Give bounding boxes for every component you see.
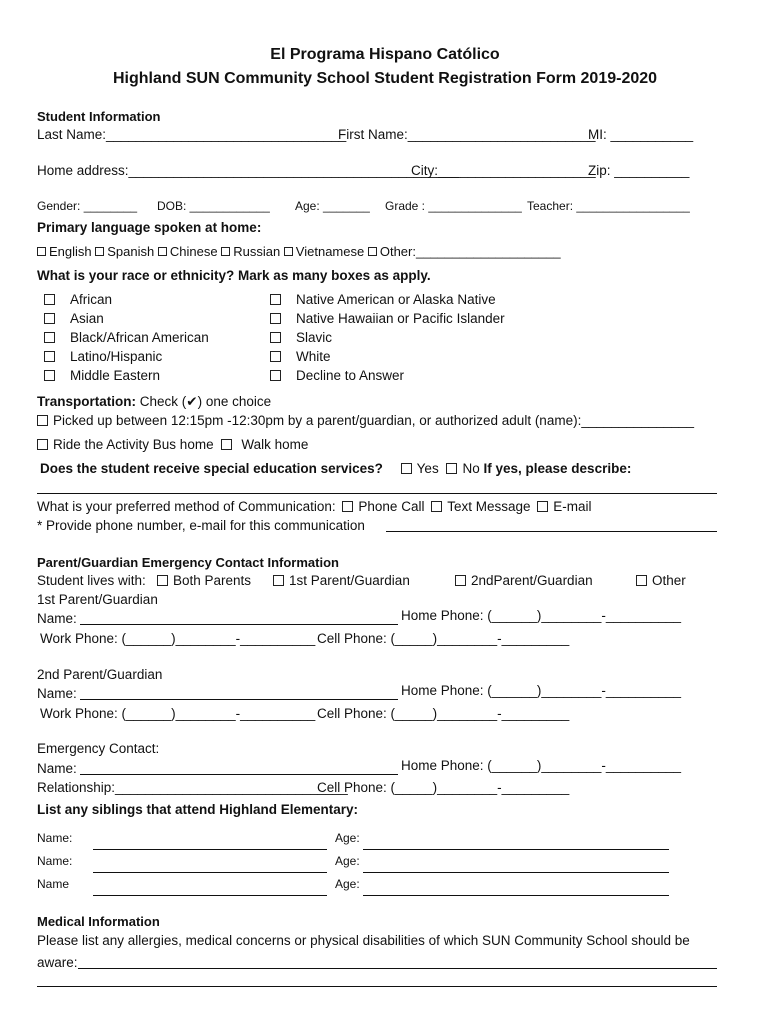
form-title-line2: Highland SUN Community School Student Registration Form 2019-2020 bbox=[112, 70, 658, 87]
emergency-relationship[interactable]: Relationship:_______________________________ bbox=[37, 780, 348, 795]
lives-with-first[interactable]: 1st Parent/Guardian bbox=[273, 573, 410, 588]
race-option-latino[interactable]: Latino/Hispanic bbox=[44, 349, 162, 364]
sibling-name-line[interactable] bbox=[93, 895, 327, 896]
transportation-instruction: Check (✔) one choice bbox=[139, 394, 272, 409]
medical-aware-label: aware: bbox=[37, 955, 78, 970]
checkbox-icon[interactable] bbox=[401, 463, 412, 474]
checkbox-icon[interactable] bbox=[284, 247, 293, 256]
grade-field[interactable]: Grade : ______________ bbox=[385, 199, 522, 213]
sibling-age-label: Age: bbox=[335, 877, 360, 891]
language-option-spanish[interactable]: Spanish bbox=[95, 244, 154, 259]
sibling-name-label: Name: bbox=[37, 831, 73, 845]
race-option-slavic[interactable]: Slavic bbox=[270, 330, 332, 345]
language-option-other[interactable]: Other:____________________ bbox=[368, 244, 561, 259]
sibling-name-line[interactable] bbox=[93, 872, 327, 873]
language-options bbox=[37, 244, 561, 259]
lives-with-both[interactable]: Both Parents bbox=[157, 573, 251, 588]
checkbox-icon[interactable] bbox=[158, 247, 167, 256]
checkbox-icon[interactable] bbox=[44, 313, 55, 324]
checkbox-icon[interactable] bbox=[221, 439, 232, 450]
checkbox-icon[interactable] bbox=[273, 575, 284, 586]
medical-instructions: Please list any allergies, medical concerns or physical disabilities of which SUN Community School should be bbox=[37, 933, 690, 948]
transport-options-row bbox=[37, 437, 308, 452]
race-option-decline[interactable]: Decline to Answer bbox=[270, 368, 404, 383]
second-parent-name-label: Name: bbox=[37, 686, 77, 701]
first-parent-work-phone[interactable]: Work Phone: (______)________-__________ bbox=[40, 631, 316, 646]
checkbox-icon[interactable] bbox=[37, 439, 48, 450]
emergency-contact-label: Emergency Contact: bbox=[37, 741, 160, 756]
first-parent-name-label: Name: bbox=[37, 611, 77, 626]
sibling-age-line[interactable] bbox=[363, 849, 669, 850]
lives-with-label: Student lives with: bbox=[37, 573, 146, 588]
special-ed-yes[interactable]: Yes bbox=[401, 461, 439, 476]
checkbox-icon[interactable] bbox=[44, 294, 55, 305]
checkbox-icon[interactable] bbox=[37, 247, 46, 256]
first-parent-home-phone[interactable]: Home Phone: (______)________-__________ bbox=[401, 608, 681, 623]
second-parent-work-phone[interactable]: Work Phone: (______)________-__________ bbox=[40, 706, 316, 721]
language-option-english[interactable]: English bbox=[37, 244, 92, 259]
sibling-name-line[interactable] bbox=[93, 849, 327, 850]
checkbox-icon[interactable] bbox=[44, 332, 55, 343]
checkbox-icon[interactable] bbox=[221, 247, 230, 256]
second-parent-label: 2nd Parent/Guardian bbox=[37, 667, 163, 682]
race-heading: What is your race or ethnicity? Mark as many boxes as apply. bbox=[37, 268, 431, 283]
special-ed-question: Does the student receive special education services? bbox=[40, 461, 383, 476]
last-name-field[interactable]: Last Name:________________________________ bbox=[37, 127, 347, 142]
dob-field[interactable]: DOB: ____________ bbox=[157, 199, 270, 213]
language-option-vietnamese[interactable]: Vietnamese bbox=[284, 244, 364, 259]
race-option-white[interactable]: White bbox=[270, 349, 331, 364]
checkbox-icon[interactable] bbox=[368, 247, 377, 256]
first-parent-name-line[interactable] bbox=[80, 624, 398, 625]
checkbox-icon[interactable] bbox=[431, 501, 442, 512]
race-option-black[interactable]: Black/African American bbox=[44, 330, 209, 345]
sibling-age-line[interactable] bbox=[363, 895, 669, 896]
student-info-heading: Student Information bbox=[37, 109, 161, 124]
special-ed-describe-line[interactable] bbox=[37, 493, 717, 494]
transport-option-walk[interactable]: Walk home bbox=[221, 437, 308, 452]
language-heading: Primary language spoken at home: bbox=[37, 220, 262, 235]
checkbox-icon[interactable] bbox=[270, 313, 281, 324]
second-parent-cell-phone[interactable]: Cell Phone: (_____)________-_________ bbox=[317, 706, 570, 721]
form-title-line1: El Programa Hispano Católico bbox=[270, 46, 500, 63]
transport-option-pickup[interactable]: Picked up between 12:15pm -12:30pm by a parent/guardian, or authorized adult (name):_______________ bbox=[37, 413, 694, 428]
emergency-name-line[interactable] bbox=[80, 774, 398, 775]
checkbox-icon[interactable] bbox=[455, 575, 466, 586]
checkbox-icon[interactable] bbox=[157, 575, 168, 586]
medical-line-2[interactable] bbox=[37, 986, 717, 987]
sibling-name-label: Name bbox=[37, 877, 70, 891]
teacher-field[interactable]: Teacher: _________________ bbox=[527, 199, 690, 213]
transport-option-bus[interactable]: Ride the Activity Bus home bbox=[37, 437, 214, 452]
checkbox-icon[interactable] bbox=[44, 370, 55, 381]
special-ed-describe-label: If yes, please describe: bbox=[483, 461, 632, 476]
age-field[interactable]: Age: _______ bbox=[295, 199, 370, 213]
emergency-home-phone[interactable]: Home Phone: (______)________-__________ bbox=[401, 758, 681, 773]
transportation-row bbox=[37, 394, 271, 410]
parent-heading: Parent/Guardian Emergency Contact Information bbox=[37, 555, 339, 570]
emergency-name-label: Name: bbox=[37, 761, 77, 776]
first-parent-label: 1st Parent/Guardian bbox=[37, 592, 158, 607]
first-parent-cell-phone[interactable]: Cell Phone: (_____)________-_________ bbox=[317, 631, 570, 646]
lives-with-other[interactable]: Other bbox=[636, 573, 686, 588]
checkbox-icon[interactable] bbox=[537, 501, 548, 512]
medical-heading: Medical Information bbox=[37, 914, 160, 929]
first-name-field[interactable]: First Name:_________________________ bbox=[338, 127, 596, 142]
communication-option-text[interactable]: Text Message bbox=[431, 499, 530, 514]
checkbox-icon[interactable] bbox=[37, 415, 48, 426]
sibling-age-label: Age: bbox=[335, 831, 360, 845]
checkbox-icon[interactable] bbox=[270, 351, 281, 362]
medical-line-1[interactable] bbox=[78, 968, 717, 969]
checkbox-icon[interactable] bbox=[270, 370, 281, 381]
city-field[interactable]: City:_____________________ bbox=[411, 163, 596, 178]
home-address-field[interactable]: Home address:____________________________________________ bbox=[37, 163, 459, 178]
communication-option-phone[interactable]: Phone Call bbox=[342, 499, 424, 514]
checkbox-icon[interactable] bbox=[44, 351, 55, 362]
zip-field[interactable]: Zip: __________ bbox=[588, 163, 690, 178]
transportation-label: Transportation: bbox=[37, 394, 137, 409]
siblings-heading: List any siblings that attend Highland Elementary: bbox=[37, 802, 359, 817]
communication-option-email[interactable]: E-mail bbox=[537, 499, 591, 514]
lives-with-second[interactable]: 2ndParent/Guardian bbox=[455, 573, 593, 588]
special-ed-no[interactable]: No bbox=[446, 461, 479, 476]
communication-note: * Provide phone number, e-mail for this communication bbox=[37, 518, 365, 533]
checkbox-icon[interactable] bbox=[270, 294, 281, 305]
language-option-chinese[interactable]: Chinese bbox=[158, 244, 218, 259]
race-option-african[interactable]: African bbox=[44, 292, 112, 307]
sibling-age-label: Age: bbox=[335, 854, 360, 868]
emergency-cell-phone[interactable]: Cell Phone: (_____)________-_________ bbox=[317, 780, 570, 795]
second-parent-home-phone[interactable]: Home Phone: (______)________-__________ bbox=[401, 683, 681, 698]
checkbox-icon[interactable] bbox=[95, 247, 104, 256]
checkbox-icon[interactable] bbox=[446, 463, 457, 474]
race-option-middle-eastern[interactable]: Middle Eastern bbox=[44, 368, 160, 383]
checkbox-icon[interactable] bbox=[270, 332, 281, 343]
gender-field[interactable]: Gender: ________ bbox=[37, 199, 138, 213]
language-option-russian[interactable]: Russian bbox=[221, 244, 280, 259]
mi-field[interactable]: MI: ___________ bbox=[588, 127, 694, 142]
communication-row bbox=[37, 499, 592, 514]
special-ed-row bbox=[40, 461, 631, 476]
checkbox-icon[interactable] bbox=[636, 575, 647, 586]
communication-question: What is your preferred method of Communication: bbox=[37, 499, 336, 514]
race-option-asian[interactable]: Asian bbox=[44, 311, 104, 326]
communication-detail-line[interactable] bbox=[386, 531, 717, 532]
checkbox-icon[interactable] bbox=[342, 501, 353, 512]
race-option-native-american[interactable]: Native American or Alaska Native bbox=[270, 292, 496, 307]
sibling-name-label: Name: bbox=[37, 854, 73, 868]
sibling-age-line[interactable] bbox=[363, 872, 669, 873]
race-option-native-hawaiian[interactable]: Native Hawaiian or Pacific Islander bbox=[270, 311, 505, 326]
second-parent-name-line[interactable] bbox=[80, 699, 398, 700]
